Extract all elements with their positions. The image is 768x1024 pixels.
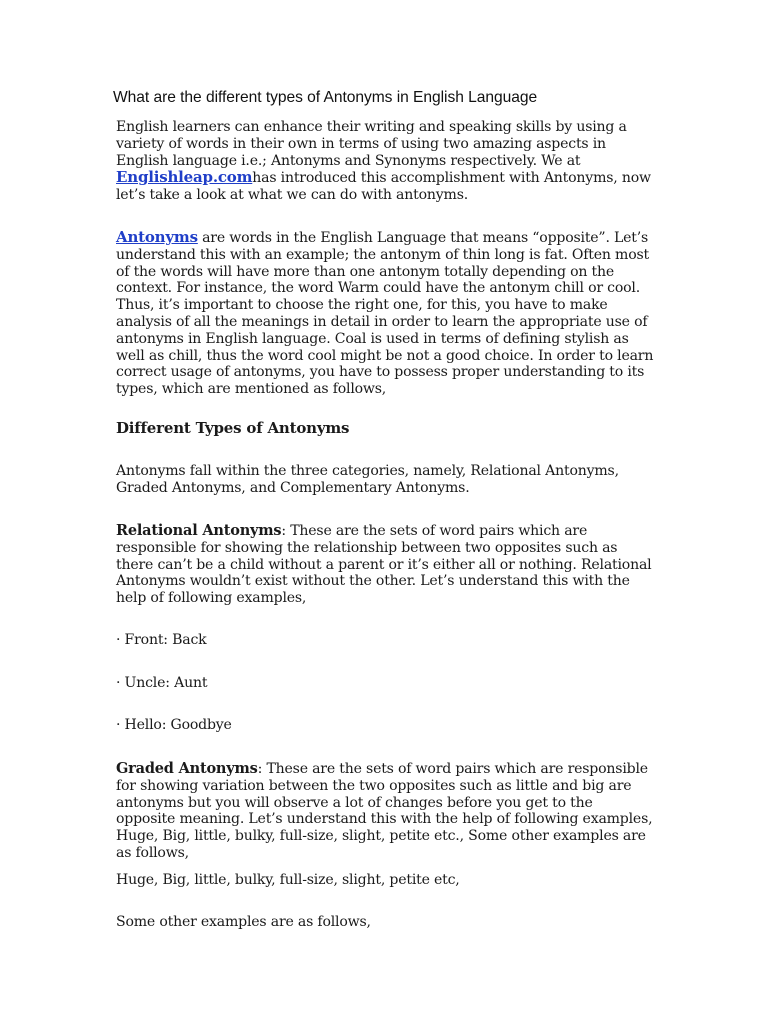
example-item: · Hello: Goodbye [116,717,232,733]
page-title: What are the different types of Antonyms in English Language [113,89,538,106]
antonyms-definition-text: are words in the English Language that means “opposite”. Let’s understand this with an example; the antonym of thin long is fat. Often most of the words will have more than one antonym totally depending on the context. For instance, the word Warm could have the antonym chill or cool. Thus, it’s important to choose the right one, for this, you have to make analysis of all the meanings in detail in order to learn the appropriate use of antonyms in English language. Coal is used in terms of defining stylish as well as chill, thus the word cool might be not a good choice. In order to learn correct usage of antonyms, you have to possess proper understanding to its types, which are mentioned as follows, [116,230,654,398]
antonyms-definition-paragraph [116,229,656,398]
section-heading: Different Types of Antonyms [116,419,350,437]
example-item: · Front: Back [116,632,207,648]
englishleap-link[interactable]: Englishleap.com [116,168,253,187]
graded-antonyms-paragraph [116,761,656,862]
intro-text-end: has introduced this accomplishment with Antonyms, now let’s take a look at what we can do with antonyms. [116,170,651,204]
intro-paragraph [116,119,656,204]
relational-antonyms-term: Relational Antonyms [116,522,282,539]
closing-line: Some other examples are as follows, [116,914,371,930]
example-item: · Uncle: Aunt [116,675,208,691]
graded-antonyms-term: Graded Antonyms [116,760,258,777]
relational-antonyms-text: : These are the sets of word pairs which are responsible for showing the relationship between two opposites such as there can’t be a child without a parent or it’s either all or nothing. Relational Antonyms wouldn’t exist without the other. Let’s understand this with the help of following examples, [116,523,652,607]
antonyms-link[interactable]: Antonyms [116,228,198,246]
intro-text-start: English learners can enhance their writing and speaking skills by using a variety of words in their own in terms of using two amazing aspects in English language i.e.; Antonyms and Synonyms respectively. We at [116,119,627,169]
relational-antonyms-paragraph [116,523,656,607]
graded-examples-list: Huge, Big, little, bulky, full-size, slight, petite etc, [116,872,460,888]
categories-paragraph: Antonyms fall within the three categories, namely, Relational Antonyms, Graded Antonyms, and Complementary Antonyms. [116,463,619,496]
graded-antonyms-text: : These are the sets of word pairs which are responsible for showing variation between the two opposites such as little and big are antonyms but you will observe a lot of changes before you get to the opposite meaning. Let’s understand this with the help of following examples, Huge, Big, little, bulky, full-size, slight, petite etc., Some other examples are as follows, [116,761,653,861]
